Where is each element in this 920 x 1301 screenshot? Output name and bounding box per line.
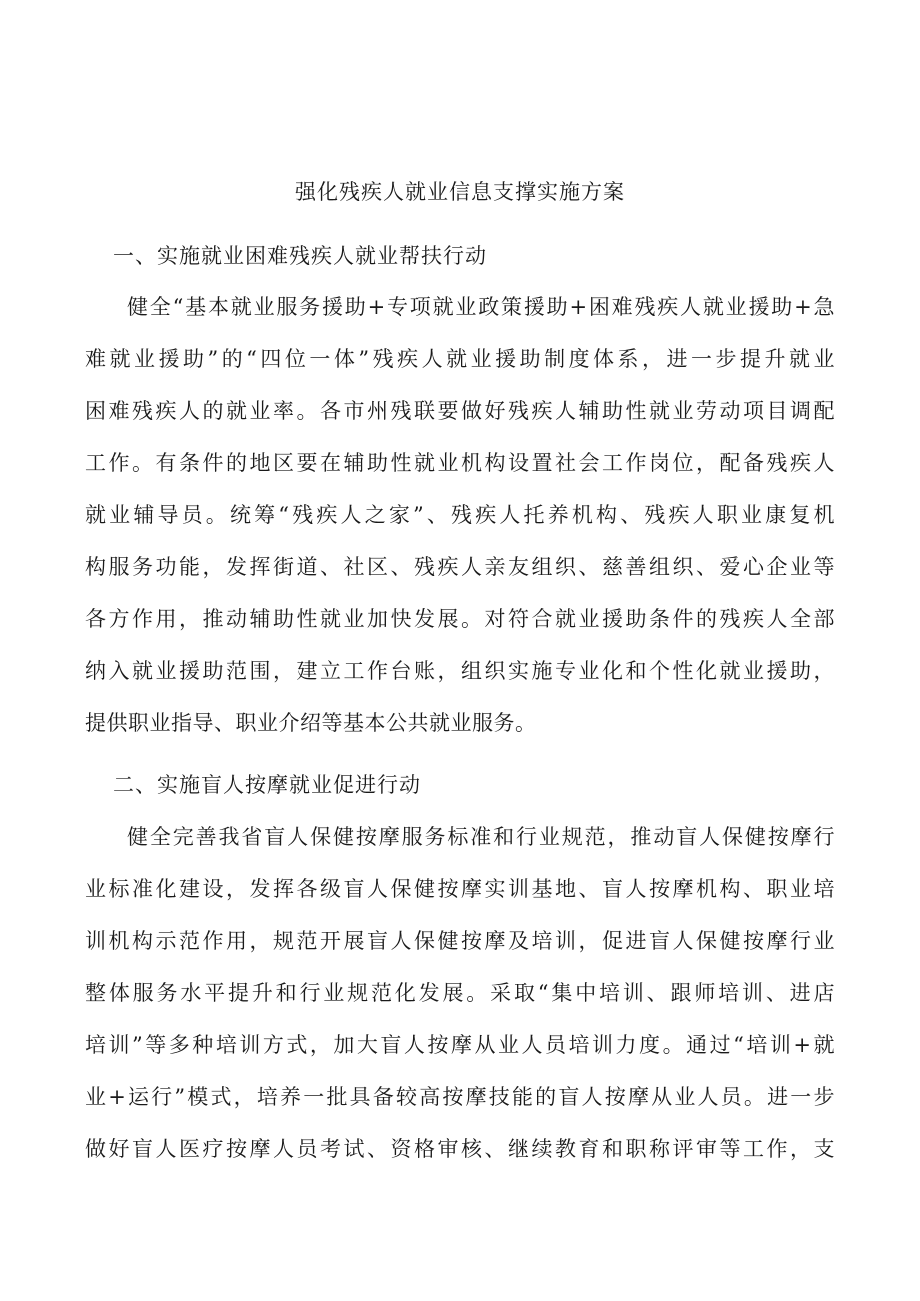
paragraph-line: 健全“基本就业服务援助+专项就业政策援助+困难残疾人就业援助+急 bbox=[127, 295, 835, 319]
paragraph-line: 培训”等多种培训方式，加大盲人按摩从业人员培训力度。通过“培训+就 bbox=[85, 1033, 835, 1057]
paragraph-line: 提供职业指导、职业介绍等基本公共就业服务。 bbox=[85, 711, 537, 735]
paragraph-line: 健全完善我省盲人保健按摩服务标准和行业规范，推动盲人保健按摩行 bbox=[127, 825, 835, 849]
paragraph-line: 各方作用，推动辅助性就业加快发展。对符合就业援助条件的残疾人全部 bbox=[85, 607, 835, 631]
section-2-paragraph bbox=[85, 811, 835, 1175]
paragraph-line: 就业辅导员。统筹“残疾人之家”、残疾人托养机构、残疾人职业康复机 bbox=[85, 503, 835, 527]
paragraph-line: 构服务功能，发挥街道、社区、残疾人亲友组织、慈善组织、爱心企业等 bbox=[85, 555, 835, 579]
section-heading-2: 二、实施盲人按摩就业促进行动 bbox=[113, 773, 421, 797]
section-heading-1: 一、实施就业困难残疾人就业帮扶行动 bbox=[113, 244, 487, 268]
paragraph-line: 做好盲人医疗按摩人员考试、资格审核、继续教育和职称评审等工作，支 bbox=[85, 1137, 835, 1161]
paragraph-line: 训机构示范作用，规范开展盲人保健按摩及培训，促进盲人保健按摩行业 bbox=[85, 929, 835, 953]
paragraph-line: 业标准化建设，发挥各级盲人保健按摩实训基地、盲人按摩机构、职业培 bbox=[85, 877, 835, 901]
paragraph-line: 纳入就业援助范围，建立工作台账，组织实施专业化和个性化就业援助， bbox=[85, 659, 835, 683]
paragraph-line: 整体服务水平提升和行业规范化发展。采取“集中培训、跟师培训、进店 bbox=[85, 981, 835, 1005]
page-title: 强化残疾人就业信息支撑实施方案 bbox=[295, 180, 625, 204]
section-1-paragraph bbox=[85, 281, 835, 749]
paragraph-line: 业+运行”模式，培养一批具备较高按摩技能的盲人按摩从业人员。进一步 bbox=[85, 1085, 835, 1109]
paragraph-line: 工作。有条件的地区要在辅助性就业机构设置社会工作岗位，配备残疾人 bbox=[85, 451, 835, 475]
paragraph-line: 难就业援助”的“四位一体”残疾人就业援助制度体系，进一步提升就业 bbox=[85, 347, 835, 371]
paragraph-line: 困难残疾人的就业率。各市州残联要做好残疾人辅助性就业劳动项目调配 bbox=[85, 399, 835, 423]
